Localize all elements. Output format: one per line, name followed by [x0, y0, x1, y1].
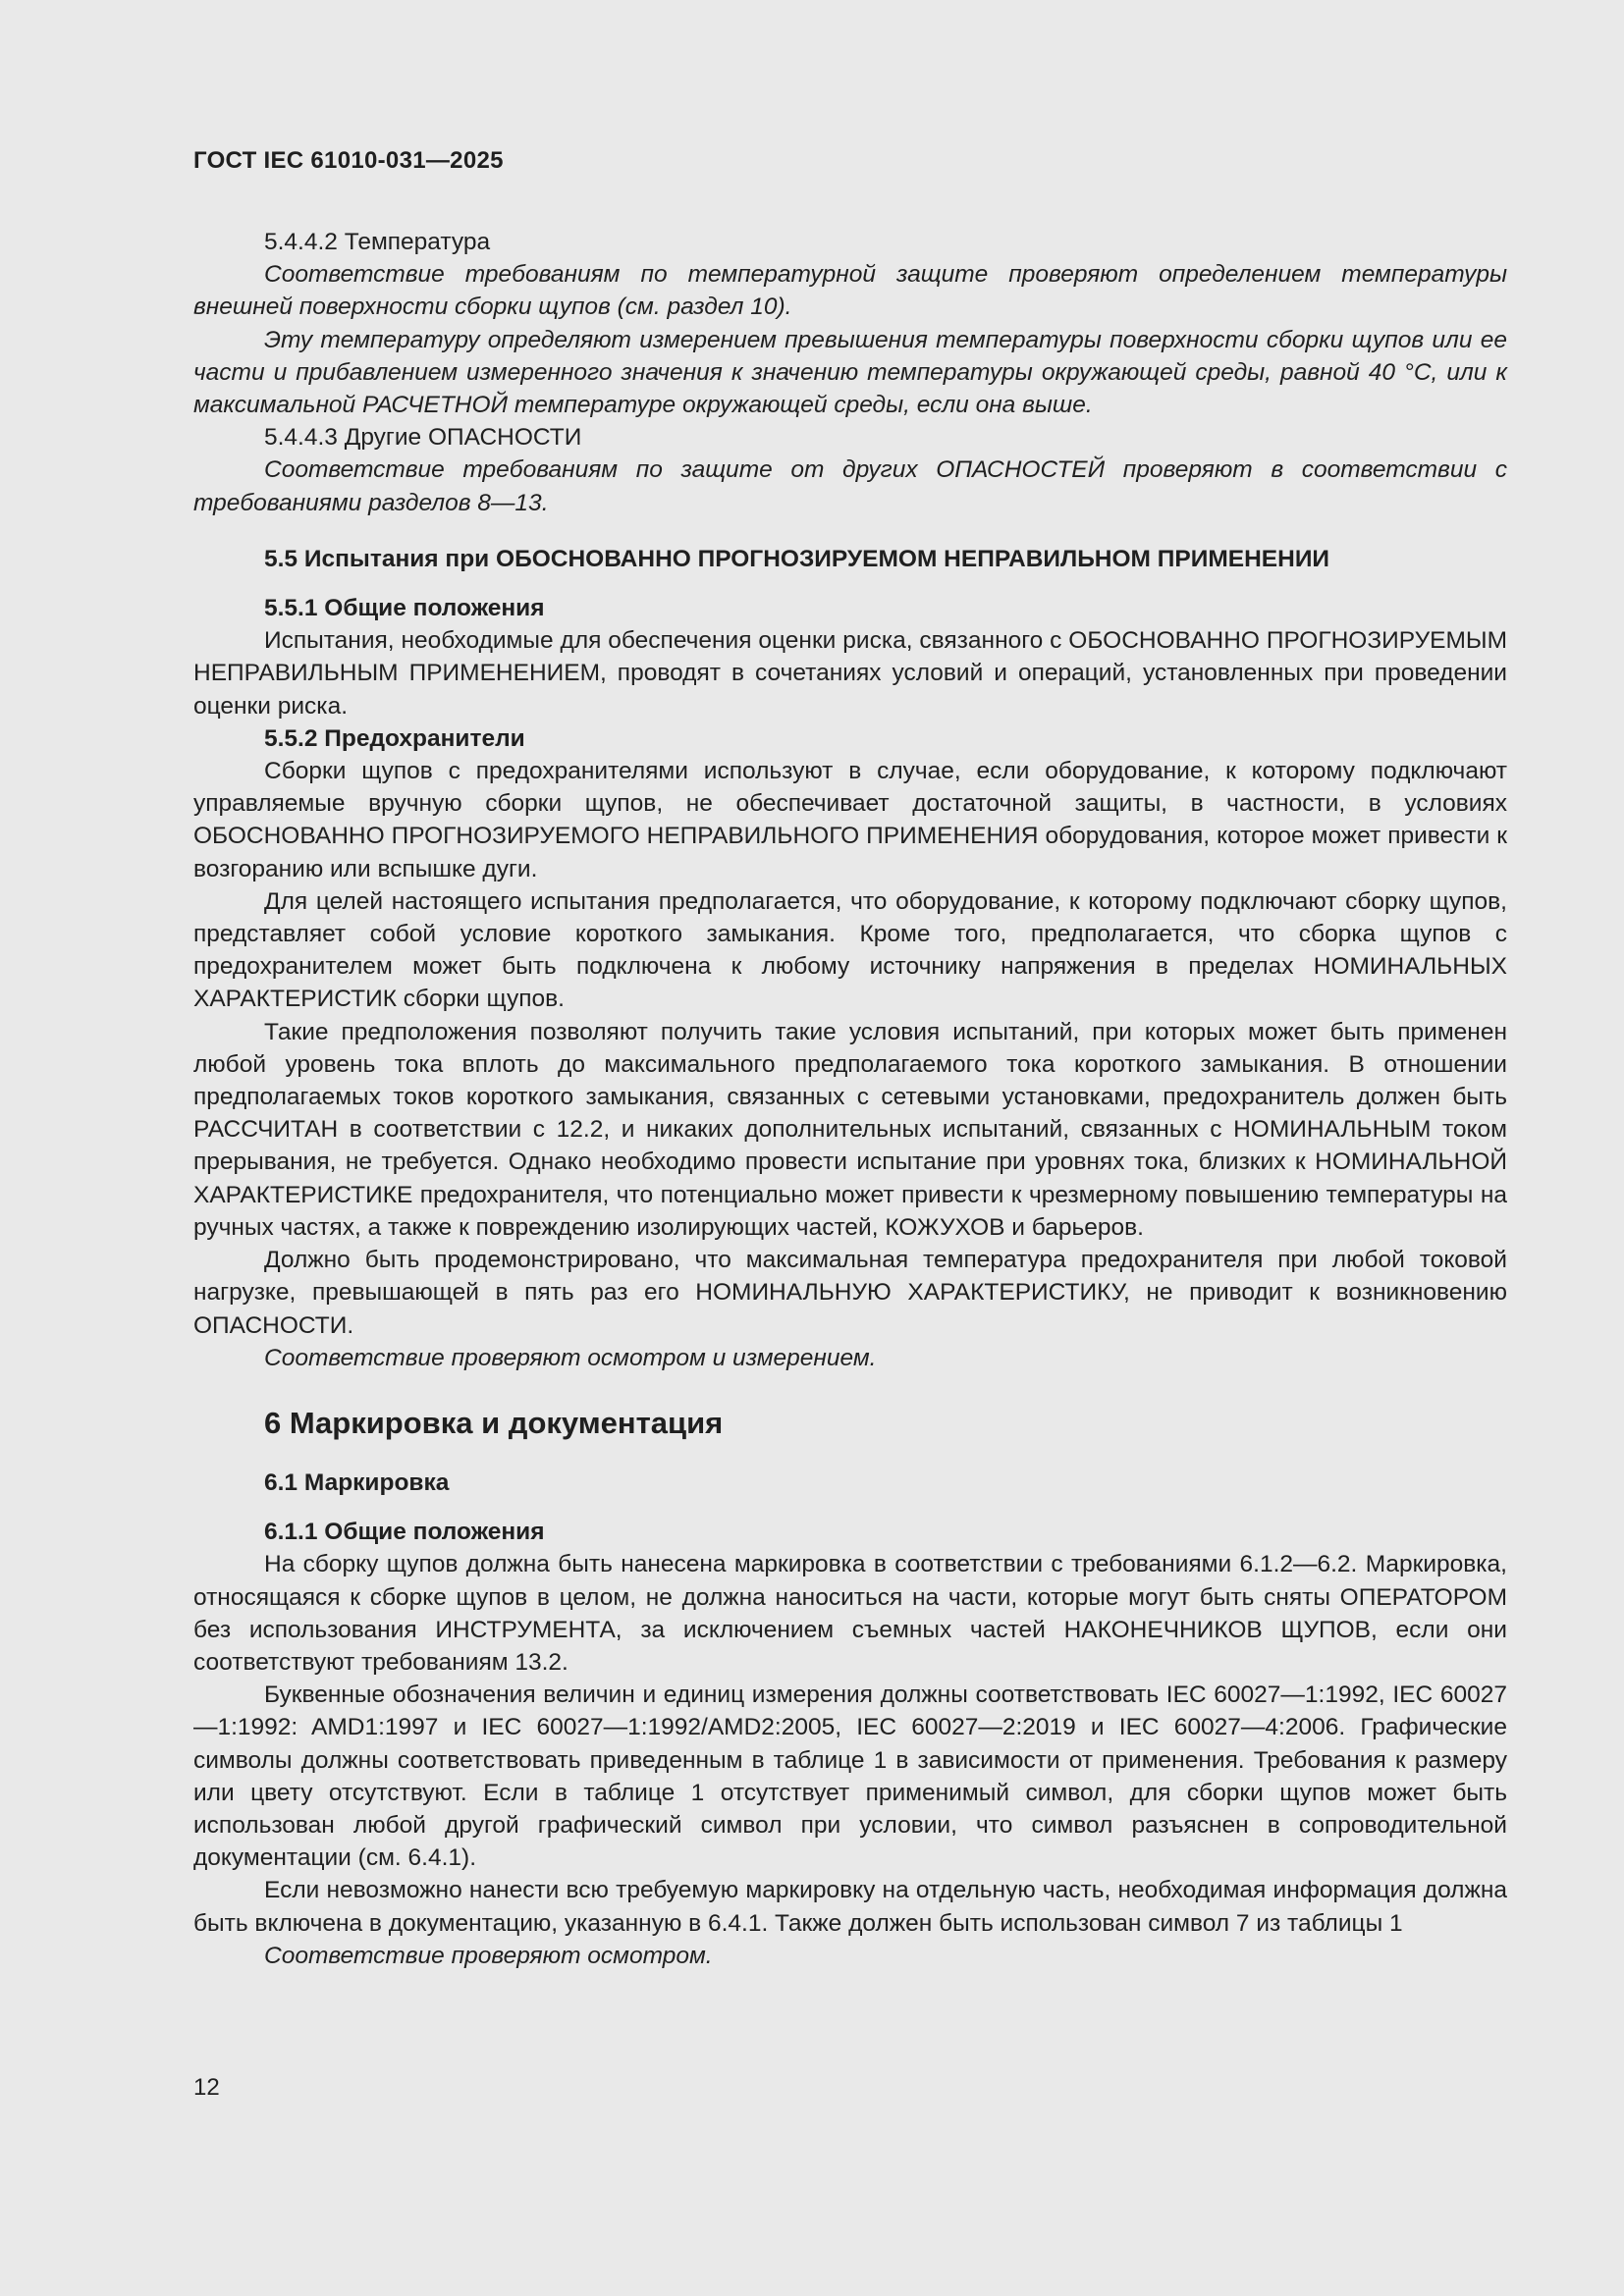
- clause-5-4-4-2-title: 5.4.4.2 Температура: [264, 229, 491, 255]
- clause-5-4-4-3-title: 5.4.4.3 Другие ОПАСНОСТИ: [264, 424, 582, 452]
- section-5-5-heading: 5.5 Испытания при ОБОСНОВАННО ПРОГНОЗИРУЕМОМ НЕПРАВИЛЬНОМ ПРИМЕНЕНИИ: [264, 545, 1330, 572]
- page-number: 12: [193, 2074, 220, 2101]
- section-6-1-1-paragraph-3: Если невозможно нанести всю требуемую маркировку на отдельную часть, необходимая информация должна быть включена в документацию, указанную в 6.4.1. Также должен быть использован символ 7 из таблицы 1: [193, 1877, 1507, 1937]
- section-5-5-2-paragraph-2: Для целей настоящего испытания предполагается, что оборудование, к которому подключают сборку щупов, представляет собой условие короткого замыкания. Кроме того, предполагается, что сборка щупов с предохранителем может быть подключена к любому источнику напряжения в пределах НОМИНАЛЬНЫХ ХАРАКТЕРИСТИК сборки щупов.: [193, 887, 1507, 1013]
- clause-5-4-4-2-compliance: Соответствие требованиям по температурной защите проверяют определением температуры внешней поверхности сборки щупов (см. раздел 10).: [193, 261, 1507, 321]
- section-5-5-1-heading: 5.5.1 Общие положения: [264, 595, 545, 622]
- section-6-1-1-paragraph-2: Буквенные обозначения величин и единиц измерения должны соответствовать IEC 60027—1:1992, IEC 60027—1:1992: AMD1:1997 и IEC 60027—1:1992/AMD2:2005, IEC 60027—2:2019 и IEC 60027—4:2006. Графические символы должны соответствовать приведенным в таблице 1 в зависимости от применения. Требования к размеру или цвету отсутствуют. Если в таблице 1 отсутствует применимый символ, для сборки щупов может быть использован любой другой графический символ при условии, что символ разъяснен в сопроводительной документации (см. 6.4.1).: [193, 1682, 1507, 1872]
- document-header: ГОСТ IEC 61010-031—2025: [193, 147, 504, 174]
- section-6-1-1-heading: 6.1.1 Общие положения: [264, 1519, 545, 1546]
- section-5-5-2-paragraph-3: Такие предположения позволяют получить такие условия испытаний, при которых может быть применен любой уровень тока вплоть до максимального предполагаемого тока короткого замыкания. В отношении предполагаемых токов короткого замыкания, связанных с сетевыми установками, предохранитель должен быть РАССЧИТАН в соответствии с 12.2, и никаких дополнительных испытаний, связанных с НОМИНАЛЬНЫМ током прерывания, не требуется. Однако необходимо провести испытание при уровнях тока, близких к НОМИНАЛЬНОЙ ХАРАКТЕРИСТИКЕ предохранителя, что потенциально может привести к чрезмерному повышению температуры на ручных частях, а также к повреждению изолирующих частей, КОЖУХОВ и барьеров.: [193, 1018, 1507, 1241]
- section-6-1-heading: 6.1 Маркировка: [264, 1468, 450, 1496]
- section-6-1-1-compliance: Соответствие проверяют осмотром.: [264, 1942, 713, 1969]
- clause-5-4-4-3-compliance: Соответствие требованиям по защите от других ОПАСНОСТЕЙ проверяют в соответствии с требованиями разделов 8—13.: [193, 456, 1507, 516]
- document-body: [193, 226, 1507, 1972]
- section-5-5-1-paragraph: Испытания, необходимые для обеспечения оценки риска, связанного с ОБОСНОВАННО ПРОГНОЗИРУЕМЫМ НЕПРАВИЛЬНЫМ ПРИМЕНЕНИЕМ, проводят в сочетаниях условий и операций, установленных при проведении оценки риска.: [193, 627, 1507, 720]
- section-6-heading: 6 Маркировка и документация: [264, 1405, 724, 1440]
- section-5-5-2-paragraph-1: Сборки щупов с предохранителями используют в случае, если оборудование, к которому подключают управляемые вручную сборки щупов, не обеспечивает достаточной защиты, в частности, в условиях ОБОСНОВАННО ПРОГНОЗИРУЕМОГО НЕПРАВИЛЬНОГО ПРИМЕНЕНИЯ оборудования, которое может привести к возгоранию или вспышке дуги.: [193, 758, 1507, 882]
- section-6-1-1-paragraph-1: На сборку щупов должна быть нанесена маркировка в соответствии с требованиями 6.1.2—6.2. Маркировка, относящаяся к сборке щупов в целом, не должна наноситься на части, которые могут быть сняты ОПЕРАТОРОМ без использования ИНСТРУМЕНТА, за исключением съемных частей НАКОНЕЧНИКОВ ЩУПОВ, если они соответствуют требованиям 13.2.: [193, 1551, 1507, 1676]
- clause-5-4-4-2-method: Эту температуру определяют измерением превышения температуры поверхности сборки щупов или ее части и прибавлением измеренного значения к значению температуры окружающей среды, равной 40 °C, или к максимальной РАСЧЕТНОЙ температуре окружающей среды, если она выше.: [193, 326, 1507, 419]
- section-5-5-2-paragraph-4: Должно быть продемонстрировано, что максимальная температура предохранителя при любой токовой нагрузке, превышающей в пять раз его НОМИНАЛЬНУЮ ХАРАКТЕРИСТИКУ, не приводит к возникновению ОПАСНОСТИ.: [193, 1247, 1507, 1339]
- section-5-5-2-heading: 5.5.2 Предохранители: [264, 724, 525, 752]
- section-5-5-2-compliance: Соответствие проверяют осмотром и измерением.: [264, 1344, 877, 1371]
